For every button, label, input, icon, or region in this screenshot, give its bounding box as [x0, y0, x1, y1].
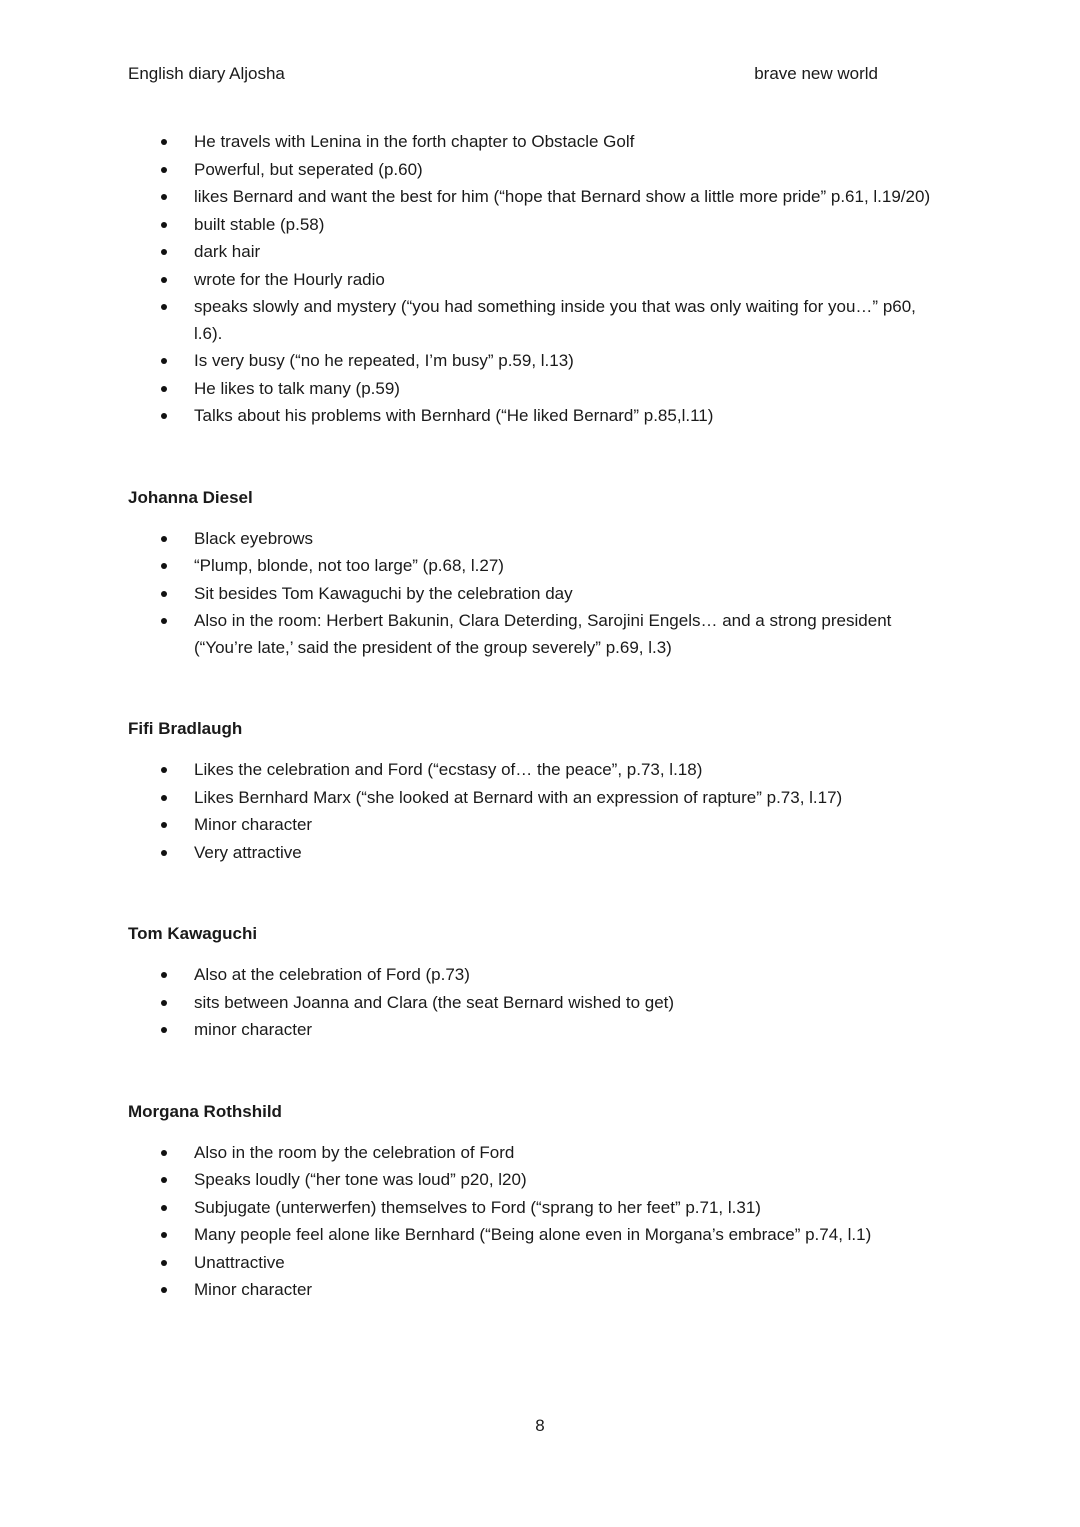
list-item: Likes Bernhard Marx (“she looked at Bernard with an expression of rapture” p.73, l.17) [128, 785, 948, 812]
section-fifi-bradlaugh [128, 716, 948, 866]
list-item: Is very busy (“no he repeated, I’m busy” p.59, l.13) [128, 348, 948, 375]
bullet-list [128, 757, 948, 866]
list-item: Many people feel alone like Bernhard (“Being alone even in Morgana’s embrace” p.74, l.1) [128, 1222, 948, 1249]
list-item: “Plump, blonde, not too large” (p.68, l.27) [128, 553, 948, 580]
list-item: sits between Joanna and Clara (the seat Bernard wished to get) [128, 990, 948, 1017]
list-item: dark hair [128, 239, 948, 266]
list-item: Sit besides Tom Kawaguchi by the celebration day [128, 581, 948, 608]
list-item: Minor character [128, 1277, 948, 1304]
list-item: Minor character [128, 812, 948, 839]
document-body [128, 129, 948, 1305]
list-item: Very attractive [128, 840, 948, 867]
list-item: He travels with Lenina in the forth chapter to Obstacle Golf [128, 129, 948, 156]
list-item: wrote for the Hourly radio [128, 267, 948, 294]
header-book-title: brave new world [754, 64, 878, 83]
list-item: built stable (p.58) [128, 212, 948, 239]
page-header [128, 64, 878, 90]
list-item: Black eyebrows [128, 526, 948, 553]
list-item: minor character [128, 1017, 948, 1044]
bullet-list [128, 1140, 948, 1304]
list-item: speaks slowly and mystery (“you had something inside you that was only waiting for you…” p60, l.6). [128, 294, 948, 347]
list-item: Also at the celebration of Ford (p.73) [128, 962, 948, 989]
list-item: Likes the celebration and Ford (“ecstasy of… the peace”, p.73, l.18) [128, 757, 948, 784]
section-johanna-diesel [128, 485, 948, 662]
header-document-title: English diary Aljosha [128, 64, 285, 83]
list-item: Also in the room by the celebration of Ford [128, 1140, 948, 1167]
list-item: He likes to talk many (p.59) [128, 376, 948, 403]
list-item: Speaks loudly (“her tone was loud” p20, l20) [128, 1167, 948, 1194]
section-heading: Morgana Rothshild [128, 1101, 282, 1121]
section-heading: Tom Kawaguchi [128, 924, 258, 943]
list-item: Also in the room: Herbert Bakunin, Clara Deterding, Sarojini Engels… and a strong president (“You’re late,’ said the president of the group severely” p.69, l.3) [128, 608, 948, 661]
list-item: Talks about his problems with Bernhard (“He liked Bernard” p.85,l.11) [128, 403, 948, 430]
bullet-list [128, 526, 948, 662]
list-item: Subjugate (unterwerfen) themselves to Ford (“sprang to her feet” p.71, l.31) [128, 1195, 948, 1222]
bullet-list [128, 962, 948, 1044]
section-heading: Johanna Diesel [128, 487, 253, 507]
section-tom-kawaguchi [128, 921, 948, 1044]
page-number: 8 [535, 1416, 545, 1435]
section-morgana-rothshild [128, 1099, 948, 1304]
list-item: likes Bernard and want the best for him (“hope that Bernard show a little more pride” p.61, l.19/20) [128, 184, 948, 211]
section-heading: Fifi Bradlaugh [128, 719, 243, 738]
intro-bullet-list [128, 129, 948, 430]
list-item: Powerful, but seperated (p.60) [128, 157, 948, 184]
list-item: Unattractive [128, 1250, 948, 1277]
